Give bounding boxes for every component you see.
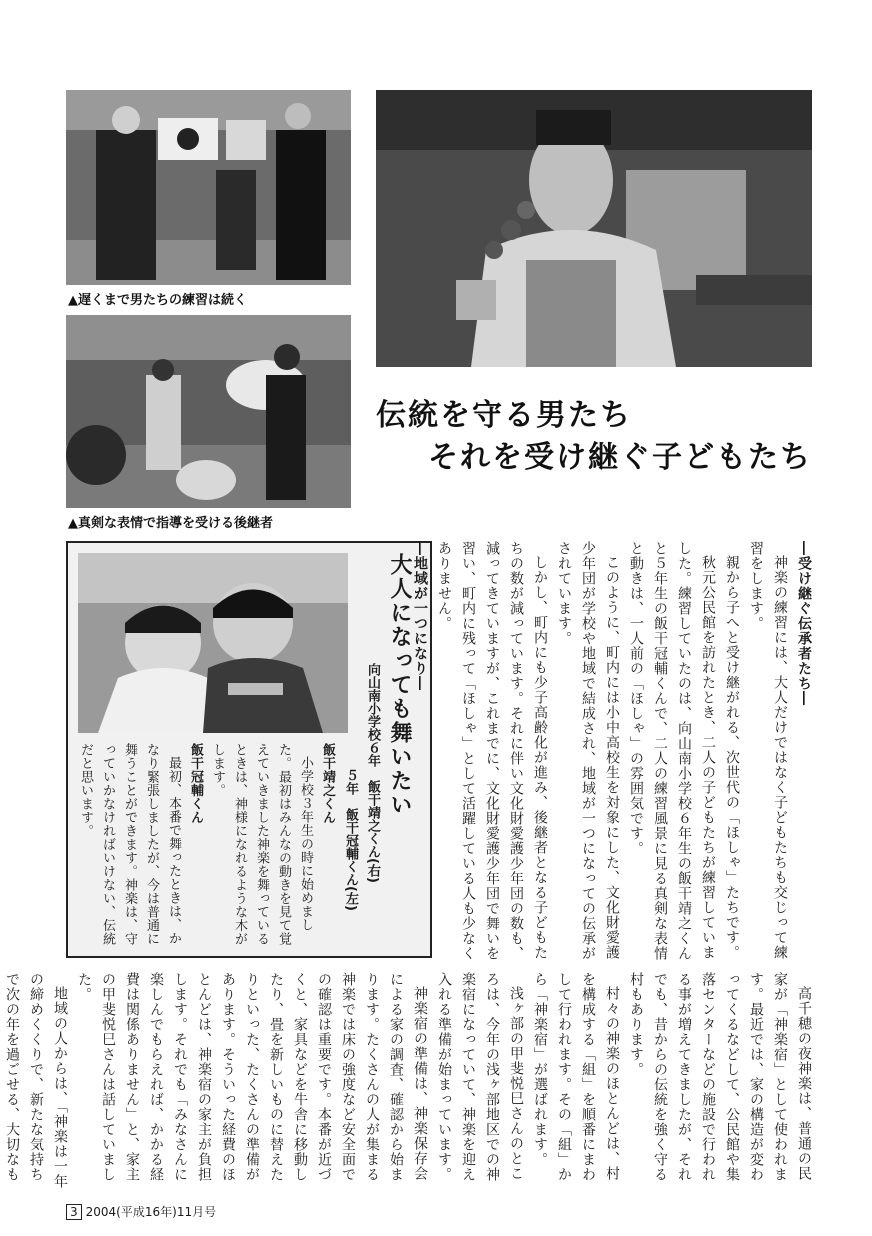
- article-p10: 地域の人からは、「神楽は一年の締めくくりで、新たな気持ちで次の年を過ごせる、大切なも: [4, 972, 68, 1189]
- photo-two-boys: [78, 553, 348, 733]
- photo2-caption: ▲真剣な表情で指導を受ける後継者: [68, 516, 273, 531]
- headline-line1: 伝統を守る男たち: [376, 398, 632, 433]
- photo-boy-practice: [66, 315, 351, 508]
- photo1-caption: ▲遅くまで男たちの練習は続く: [68, 293, 247, 308]
- article-p4: このように、町内には小中高校生を対象にした、文化財愛護少年団が学校や地域で結成され、地域が一つになっての伝承がされています。: [556, 541, 620, 961]
- article-upper: [412, 541, 816, 961]
- photo-adults-practice: [66, 90, 351, 285]
- article-p1: 神楽の練習には、大人だけではなく子どもたちも交じって練習をします。: [748, 541, 788, 960]
- kids-box-body: [74, 743, 338, 948]
- headline-line2: それを受け継ぐ子どもたち: [428, 440, 812, 475]
- article-lower: [4, 972, 816, 1192]
- kids-interview-box: [66, 541, 432, 958]
- section2-heading: ―地域が一つになり―: [412, 541, 428, 691]
- kids-text1: 小学校３年生の時に始めました。最初はみんなの動きを見て覚えていきました神楽を舞っているときは、神様になれるような木がします。: [210, 743, 313, 946]
- article-p3: 秋元公民館を訪れたとき、二人の子どもたちが練習していました。練習していたのは、向山南小学校６年生の飯干靖之くんと５年生の飯干冠輔くんで、二人の練習風景に見る真剣な表情と動きは、一人前の「ほしゃ」の雰囲気です。: [628, 541, 716, 961]
- kids-box-school: 向山南小学校６年 飯干靖之くん(右): [365, 663, 380, 883]
- article-p2: 親から子へと受け継がれる、次世代の「ほしゃ」たちです。: [724, 555, 740, 960]
- article-p7: 村々の神楽のほとんどは、村を構成する「組」を順番にまわして行われます。その「組」から「神楽宿」が選ばれます。: [532, 972, 620, 1182]
- page-number: 3: [66, 1204, 82, 1220]
- kids-box-grade5: ５年 飯干冠輔くん(左): [343, 769, 358, 911]
- article-p6: 高千穂の夜神楽は、普通の民家が「神楽宿」として使われます。最近では、家の構造が変わってくるなどして、公民館や集落センターなどの施設で行われる事が増えてきましたが、それでも、昔からの伝統を強く守る村もあります。: [628, 972, 812, 1182]
- photo-main-performer: [376, 90, 812, 367]
- kids-box-title: 大人になっても舞いたい: [387, 553, 412, 817]
- article-p9: 神楽宿の準備は、神楽保存会による家の調査、確認から始まります。たくさんの人が集まる神楽では床の強度など安全面での確認は重要です。本番が近づくと、家具などを牛舎に移動したり、畳を新しいものに替えたりといった、たくさんの準備があります。そういった経費のほとんどは、神楽宿の家主が負担します。それでも「みなさんに楽しんでもらえれば、かかる経費は関係ありません」と、家主の甲斐悦巳さんは話していました。: [76, 972, 428, 1182]
- issue-label: 2004(平成16年)11月号: [85, 1205, 217, 1219]
- section1-heading: ―受け継ぐ伝承者たち―: [796, 541, 812, 706]
- article-p5: しかし、町内にも少子高齢化が進み、後継者となる子どもたちの数が減っています。それに伴い文化財愛護少年団の数も、減ってきていますが、これまでに、文化財愛護少年団で舞いを習い、町内に残って「ほしゃ」として活躍している人も少なくありません。: [436, 541, 548, 961]
- page-footer: [66, 1203, 216, 1220]
- kids-name1: 飯干靖之くん: [320, 743, 335, 824]
- article-p8: 浅ヶ部の甲斐悦巳さんのところは、今年の浅ヶ部地区での神楽宿になっていて、神楽を迎え入れる準備が始まっています。: [436, 972, 524, 1182]
- kids-name2: 飯干冠輔くん: [188, 743, 203, 824]
- kids-text2: 最初、本番で舞ったときは、かなり緊張しましたが、今は普通に舞うことができます。神楽は、守っていかなければいけない、伝統だと思います。: [78, 743, 181, 946]
